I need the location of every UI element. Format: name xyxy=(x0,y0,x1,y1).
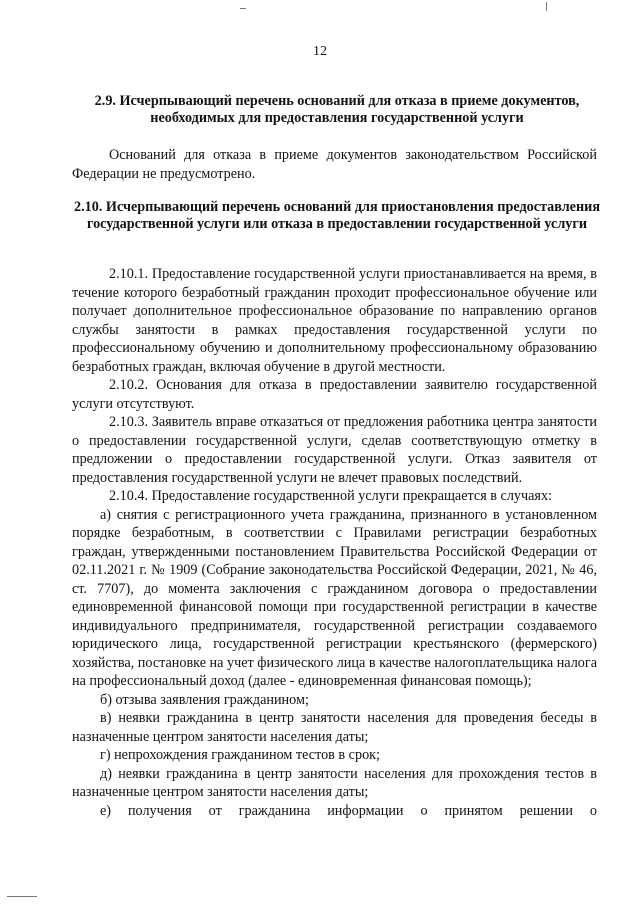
list-item-d: д) неявки гражданина в центр занятости населения для прохождения тестов в назначенные центром занятости населения даты; xyxy=(72,765,597,800)
list-item-g: г) непрохождения гражданином тестов в срок; xyxy=(100,747,380,763)
scan-artifact xyxy=(546,2,547,11)
scan-artifact xyxy=(7,896,37,897)
paragraph-2-10-1: 2.10.1. Предоставление государственной услуги приостанавливается на время, в течение которого безработный гражданин проходит профессиональное обучение или получает дополнительное профессиональное образование по направлению органов службы занятости в рамках предоставления государственной услуги по профессиональному обучению и дополнительному профессиональному образованию безработных граждан, включая обучение в другой местности. xyxy=(72,266,597,375)
section-2-9-body xyxy=(72,146,597,183)
section-2-10-heading: 2.10. Исчерпывающий перечень оснований для приостановления предоставления государственной услуги или отказа в предоставлении государственной услуги xyxy=(73,199,601,232)
list-item-a: а) снятия с регистрационного учета гражданина, признанного в установленном порядке безработным, в соответствии с Правилами регистрации безработных граждан, утвержденными постановлением Правительства Российской Федерации от 02.11.2021 г. № 1909 (Собрание законодательства Российской Федерации, 2021, № 46, ст. 7707), до момента заключения с гражданином договора о предоставлении единовременной финансовой помощи при государственной регистрации в качестве индивидуального предпринимателя, государственной регистрации создаваемого юридического лица, государственной регистрации крестьянского (фермерского) хозяйства, постановке на учет физического лица в качестве налогоплательщика налога на профессиональный доход (далее - единовременная финансовая помощь); xyxy=(72,506,597,689)
scan-artifact xyxy=(240,8,246,9)
paragraph: Оснований для отказа в приеме документов законодательством Российской Федерации не предусмотрено. xyxy=(72,147,597,182)
list-item-b: б) отзыва заявления гражданином; xyxy=(100,691,309,708)
list-item-v: в) неявки гражданина в центр занятости населения для проведения беседы в назначенные центром занятости населения даты; xyxy=(72,710,597,745)
paragraph-2-10-4: 2.10.4. Предоставление государственной услуги прекращается в случаях: xyxy=(109,488,552,504)
page-number: 12 xyxy=(313,44,327,59)
paragraph-2-10-3: 2.10.3. Заявитель вправе отказаться от предложения работника центра занятости о предоставлении государственной услуги, сделав соответствующую отметку в предложении о предоставлении государственной услуги. Отказ заявителя от предоставления государственной услуги не влечет правовых последствий. xyxy=(72,414,597,486)
paragraph-2-10-2: 2.10.2. Основания для отказа в предоставлении заявителю государственной услуги отсутствуют. xyxy=(72,377,597,412)
list-item-e: е) получения от гражданина информации о принятом решении о xyxy=(100,802,597,819)
section-2-10-body xyxy=(72,265,597,820)
section-2-9-heading: 2.9. Исчерпывающий перечень оснований для отказа в приеме документов, необходимых для предоставления государственной услуги xyxy=(94,93,580,126)
